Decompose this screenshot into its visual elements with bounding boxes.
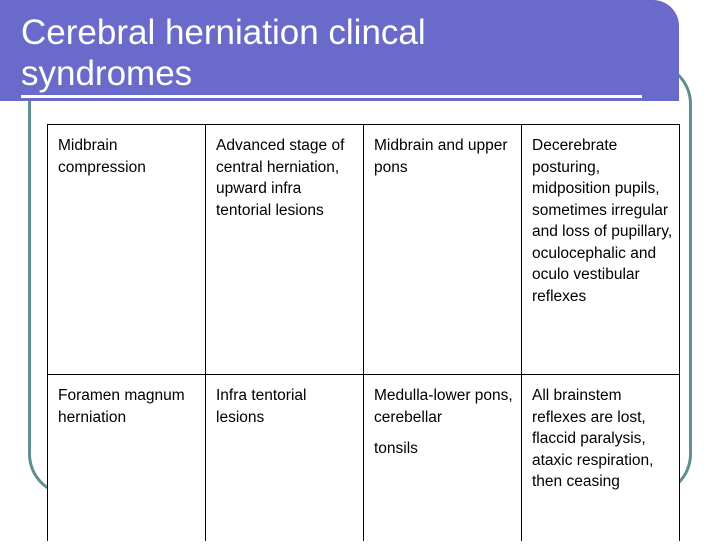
title-underline: [21, 95, 642, 98]
table-cell: Midbrain compression: [48, 125, 206, 375]
table-row: [48, 125, 680, 375]
table-cell: All brainstem reflexes are lost, flaccid paralysis, ataxic respiration, then ceasing: [522, 375, 680, 542]
table-row: [48, 375, 680, 542]
table-cell: Foramen magnum herniation: [48, 375, 206, 542]
slide-title: Cerebral herniation clincal syndromes: [21, 13, 426, 93]
table-cell: Midbrain and upper pons: [364, 125, 522, 375]
cell-text: tonsils: [374, 440, 418, 457]
cell-text: Medulla-lower pons, cerebellar: [374, 387, 513, 426]
table-cell: Decerebrate posturing, midposition pupils, sometimes irregular and loss of pupillary, oculocephalic and oculo vestibular reflexes: [522, 125, 680, 375]
table-cell: Advanced stage of central herniation, upward infra tentorial lesions: [206, 125, 364, 375]
syndromes-table: [47, 124, 680, 541]
title-bar: [0, 0, 679, 101]
table-cell: Infra tentorial lesions: [206, 375, 364, 542]
table-cell: [364, 375, 522, 542]
